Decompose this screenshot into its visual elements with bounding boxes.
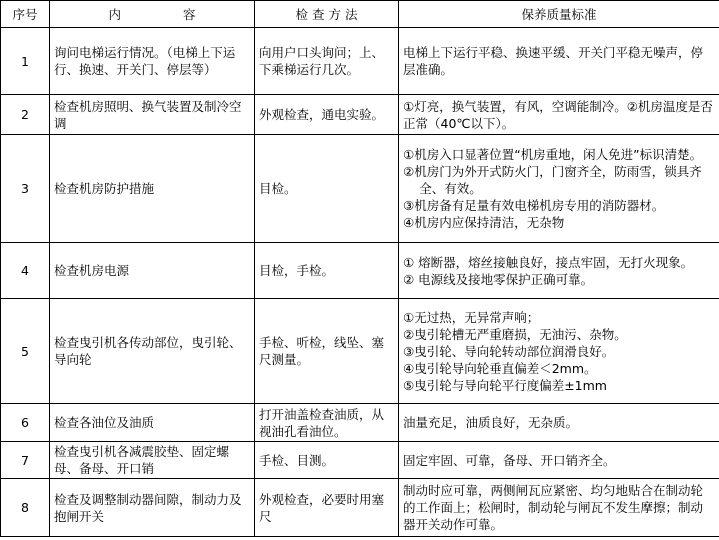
row-method: 外观检查，通电实验。 [255,95,399,135]
table-row [1,479,719,537]
standard-item: ⑤曳引轮与导向轮平行度偏差±1mm [403,377,607,393]
header-content-left: 内 [108,6,121,22]
table-row [1,404,719,442]
row-content: 检查及调整制动器间隙，制动力及抱闸开关 [50,479,255,537]
row-number: 6 [1,404,50,442]
standard-item: ④曳引轮导向轮垂直偏差＜2mm。 [403,360,597,376]
standard-item: 电梯上下运行平稳、换速平缓、开关门平稳无噪声，停层准确。 [403,45,704,77]
row-method: 目检。 [255,135,399,243]
standard-item: ②机房门为外开式防火门，门窗齐全，防雨雪，锁具齐全、有效。 [403,164,702,196]
row-method: 打开油盖检查油质，从视油孔看油位。 [255,404,399,442]
row-content: 检查机房电源 [50,243,255,299]
table-row [1,243,719,299]
header-standard: 保养质量标准 [399,1,719,28]
row-number: 1 [1,28,50,95]
standard-item: 油量充足，油质良好，无杂质。 [403,415,579,430]
row-method: 手检、目测。 [255,442,399,479]
row-standard [399,135,719,243]
standard-item: ②曳引轮槽无严重磨损，无油污、杂物。 [403,326,627,342]
header-content-right: 容 [183,6,196,22]
row-content: 询问电梯运行情况。（电梯上下运行、换速、开关门、停层等） [50,28,255,95]
row-method: 手检、听检，线坠、塞尺测量。 [255,299,399,404]
standard-item: ③机房备有足量有效电梯机房专用的消防器材。 [403,198,665,213]
row-number: 3 [1,135,50,243]
row-content: 检查机房照明、换气装置及制冷空调 [50,95,255,135]
standard-item: ①灯亮，换气装置，有风，空调能制冷。②机房温度是否正常（40℃以下）。 [403,98,713,131]
row-method: 向用户口头询问；上、下乘梯运行几次。 [255,28,399,95]
row-number: 5 [1,299,50,404]
row-standard [399,442,719,479]
row-number: 8 [1,479,50,537]
row-standard [399,299,719,404]
table-row [1,442,719,479]
standard-item: ④机房内应保持清洁，无杂物 [403,215,565,230]
row-number: 2 [1,95,50,135]
standard-item: ①无过热，无异常声响； [403,309,540,325]
row-method: 目检，手检。 [255,243,399,299]
row-content: 检查机房防护措施 [50,135,255,243]
standard-item: ①机房入口显著位置“机房重地，闲人免进”标识清楚。 [403,147,703,162]
row-number: 7 [1,442,50,479]
row-standard [399,404,719,442]
table-row [1,95,719,135]
row-method: 外观检查，必要时用塞尺 [255,479,399,537]
table-row [1,28,719,95]
row-number: 4 [1,243,50,299]
standard-item: ② 电源线及接地零保护正确可靠。 [403,271,594,287]
row-standard [399,479,719,537]
row-standard [399,28,719,95]
standard-item: 固定牢固、可靠，备母、开口销齐全。 [403,452,616,468]
header-content [50,1,255,28]
table-row [1,299,719,404]
standard-item: 制动时应可靠，两侧闸瓦应紧密、均匀地贴合在制动轮的工作面上；松闸时，制动轮与闸瓦不发生摩擦；制动器开关动作可靠。 [403,483,704,532]
header-row [1,1,719,28]
row-content: 检查各油位及油质 [50,404,255,442]
header-method: 检 查 方 法 [255,1,399,28]
header-no: 序号 [1,1,50,28]
row-content: 检查曳引机各减震胶垫、固定螺母、备母、开口销 [50,442,255,479]
table-row [1,135,719,243]
row-standard [399,243,719,299]
row-content: 检查曳引机各传动部位，曳引轮、导向轮 [50,299,255,404]
row-standard [399,95,719,135]
standard-item: ③曳引轮、导向轮转动部位润滑良好。 [403,343,615,359]
standard-item: ① 熔断器，熔丝接触良好，接点牢固，无打火现象。 [403,254,694,270]
